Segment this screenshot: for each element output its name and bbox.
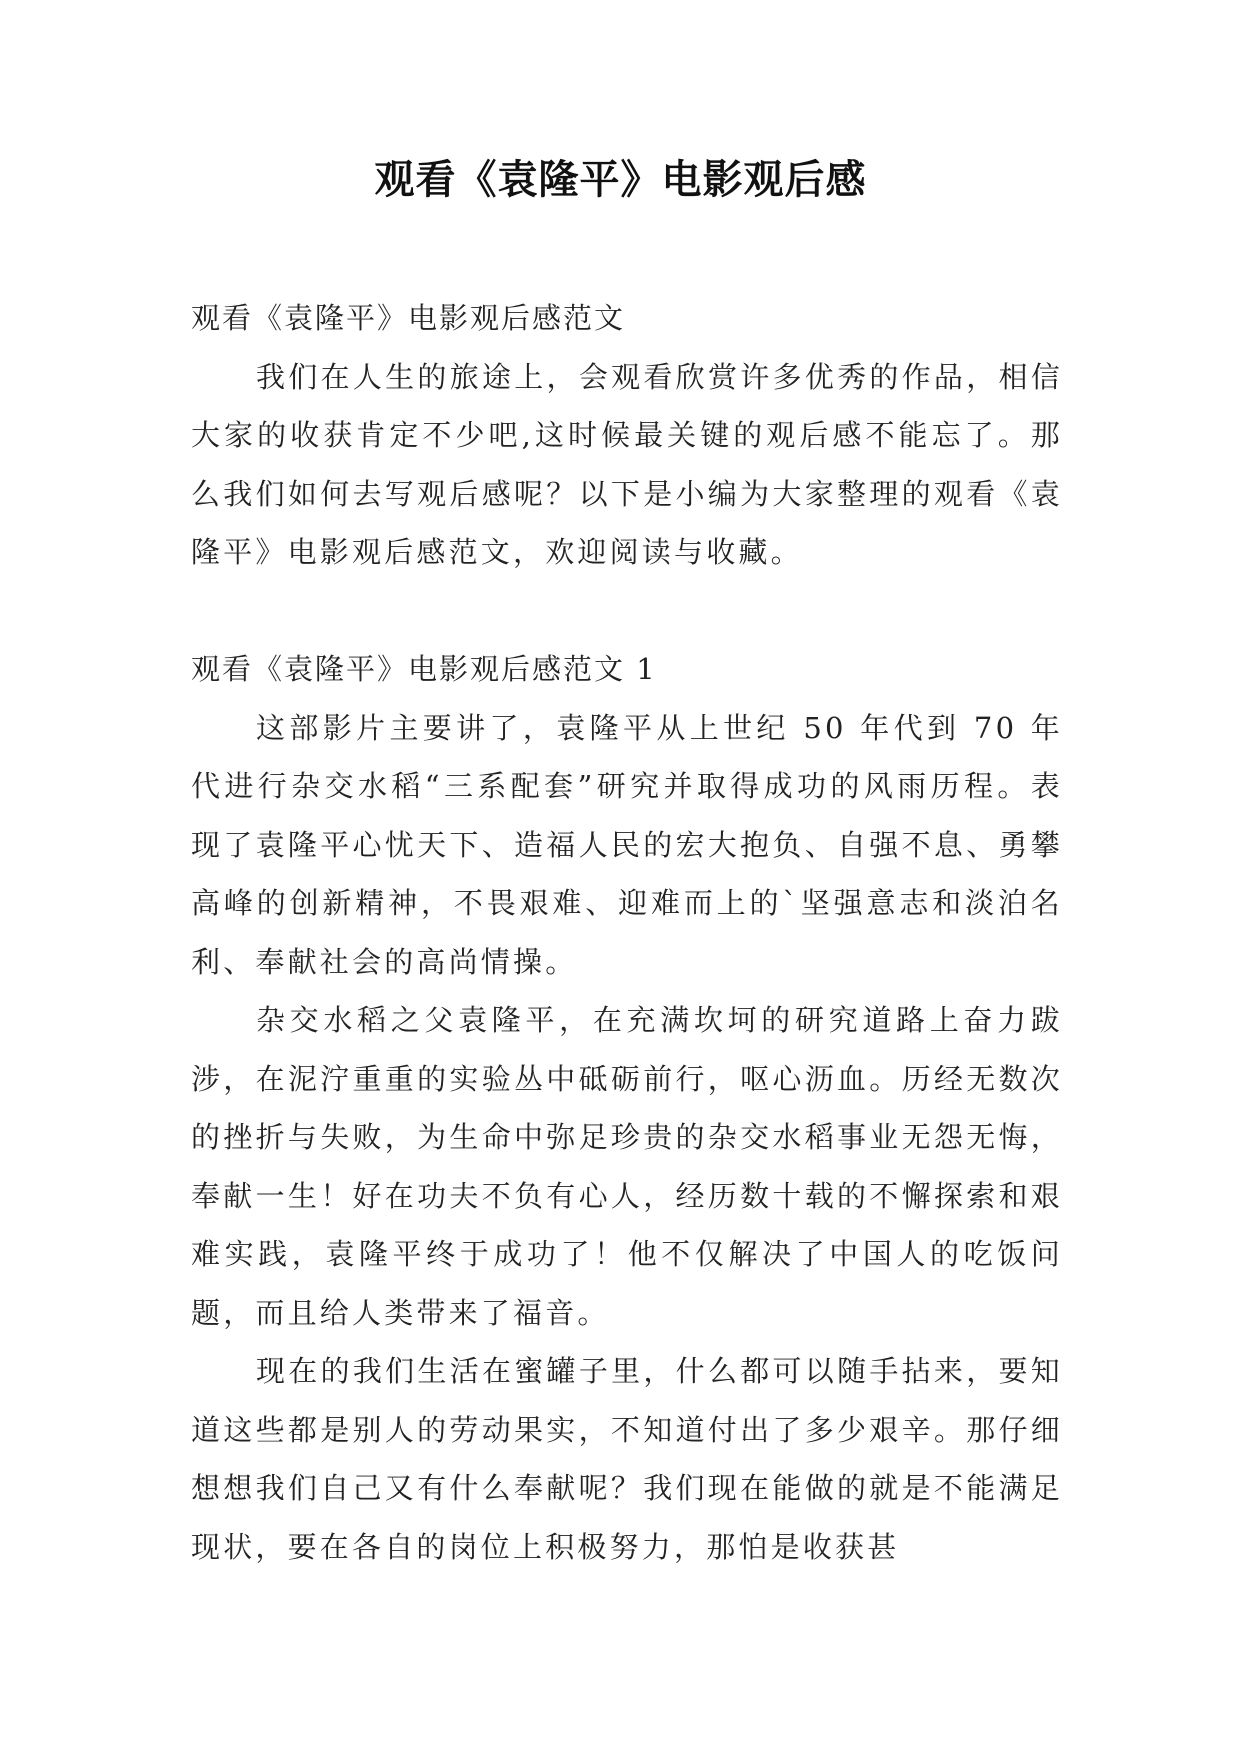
intro-paragraph: 我们在人生的旅途上，会观看欣赏许多优秀的作品，相信大家的收获肯定不少吧,这时候最关键的观后感不能忘了。那么我们如何去写观后感呢？以下是小编为大家整理的观看《袁隆平》电影观后感范文，欢迎阅读与收藏。 — [191, 359, 1063, 569]
section-spacer — [191, 582, 1063, 641]
document-body — [191, 289, 1063, 1576]
section-1-paragraph-1: 这部影片主要讲了，袁隆平从上世纪 50 年代到 70 年代进行杂交水稻“三系配套”研究并取得成功的风雨历程。表现了袁隆平心忧天下、造福人民的宏大抱负、自强不息、勇攀高峰的创新精神，不畏艰难、迎难而上的`坚强意志和淡泊名利、奉献社会的高尚情操。 — [191, 710, 1063, 979]
section-1-paragraph-2: 杂交水稻之父袁隆平，在充满坎坷的研究道路上奋力跋涉，在泥泞重重的实验丛中砥砺前行，呕心沥血。历经无数次的挫折与失败，为生命中弥足珍贵的杂交水稻事业无怨无悔，奉献一生！好在功夫不负有心人，经历数十载的不懈探索和艰难实践，袁隆平终于成功了！他不仅解决了中国人的吃饭问题，而且给人类带来了福音。 — [191, 1003, 1063, 1330]
section-1-paragraph-3: 现在的我们生活在蜜罐子里，什么都可以随手拈来，要知道这些都是别人的劳动果实，不知道付出了多少艰辛。那仔细想想我们自己又有什么奉献呢？我们现在能做的就是不能满足现状，要在各自的岗位上积极努力，那怕是收获甚 — [191, 1354, 1063, 1564]
intro-heading: 观看《袁隆平》电影观后感范文 — [191, 301, 626, 335]
section-1-heading: 观看《袁隆平》电影观后感范文 1 — [191, 652, 657, 686]
document-title: 观看《袁隆平》电影观后感 — [374, 156, 867, 203]
